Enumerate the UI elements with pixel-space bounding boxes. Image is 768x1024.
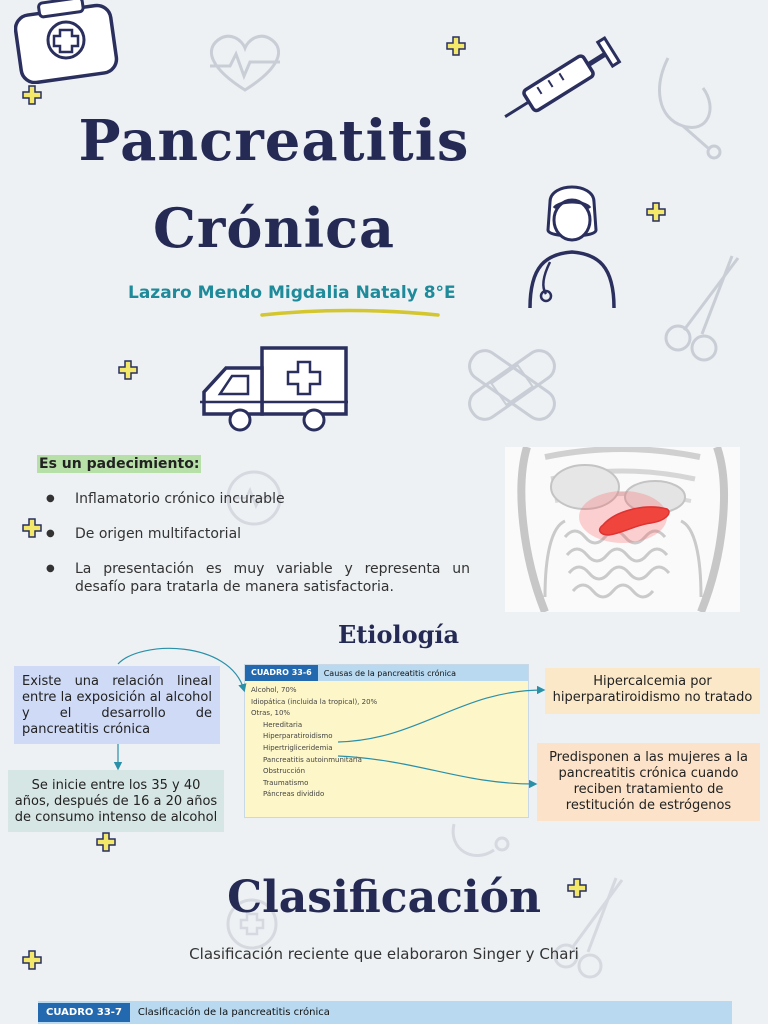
plus-sparkle-icon: [118, 360, 138, 380]
list-item: ● De origen multifactorial: [40, 525, 470, 543]
classification-table-header: [38, 1001, 732, 1024]
pancreas-illustration: [505, 447, 740, 612]
hypercalcemia-box: Hipercalcemia por hiperparatiroidismo no tratado: [545, 668, 760, 714]
plus-sparkle-icon: [446, 36, 466, 56]
definition-label: Es un padecimiento:: [39, 456, 200, 472]
list-item: ● Inflamatorio crónico incurable: [40, 490, 470, 508]
clasificacion-heading: Clasificación: [227, 872, 541, 923]
alcohol-relation-box: Existe una relación lineal entre la exposición al alcohol y el desarrollo de pancreatitis crónica: [14, 666, 220, 744]
table-row: Idiopática (incluida la tropical), 20%: [251, 697, 378, 706]
author-underline: [258, 306, 442, 320]
bandage-icon: [458, 340, 566, 430]
table-row: Pancreatitis autoinmunitaria: [263, 755, 362, 764]
connector-arrows: [0, 640, 768, 800]
table-row: Hiperparatiroidismo: [263, 732, 333, 741]
classification-table-caption: Clasificación de la pancreatitis crónica: [137, 1007, 330, 1018]
first-aid-kit-icon: [14, 0, 120, 84]
classification-table-tag: CUADRO 33-7: [38, 1003, 130, 1022]
heart-monitor-icon: [200, 28, 290, 98]
author-name: Lazaro Mendo Migdalia Nataly 8°E: [128, 283, 456, 303]
page-title-line1: Pancreatitis: [78, 108, 470, 174]
causes-table-tag: CUADRO 33-6: [245, 665, 318, 681]
plus-sparkle-icon: [22, 85, 42, 105]
etiologia-heading: Etiología: [338, 620, 460, 649]
table-row: Traumatismo: [263, 778, 309, 787]
table-row: Hipertrigliceridemia: [263, 743, 333, 752]
plus-sparkle-icon: [22, 518, 42, 538]
definition-list: [40, 490, 470, 613]
clasificacion-subtitle: Clasificación reciente que elaboraron Singer y Chari: [189, 945, 579, 963]
estrogen-box: Predisponen a las mujeres a la pancreatitis crónica cuando reciben tratamiento de restitución de estrógenos: [537, 743, 760, 821]
plus-sparkle-icon: [96, 832, 116, 852]
table-row: Alcohol, 70%: [251, 686, 297, 694]
scissors-icon: [658, 254, 744, 364]
list-item: ● La presentación es muy variable y representa un desafío para tratarla de manera satisfactoria.: [40, 560, 470, 596]
table-row: Hereditaria: [263, 720, 303, 729]
table-row: Otras, 10%: [251, 709, 291, 718]
causes-table-caption: Causas de la pancreatitis crónica: [323, 668, 457, 678]
stethoscope-icon: [648, 48, 738, 160]
table-row: Páncreas dividido: [263, 790, 325, 799]
page-title-line2: Crónica: [152, 196, 396, 260]
age-onset-box: Se inicie entre los 35 y 40 años, después de 16 a 20 años de consumo intenso de alcohol: [8, 770, 224, 832]
stethoscope-icon: [444, 820, 514, 870]
ambulance-icon: [196, 344, 354, 434]
table-row: Obstrucción: [263, 767, 306, 776]
